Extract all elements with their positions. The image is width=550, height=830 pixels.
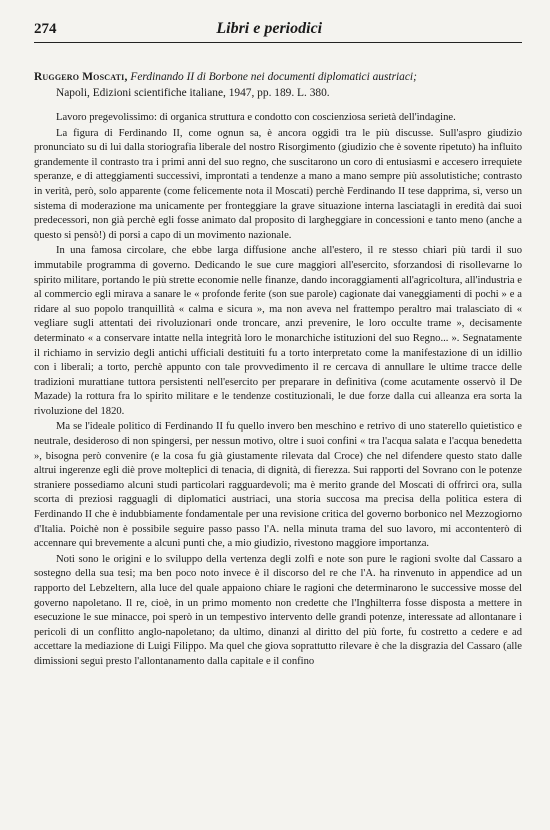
paragraph: Noti sono le origini e lo sviluppo della vertenza degli zolfi e note son pure le ragioni svolte dal Cassaro a sostegno della sua tesi; ma ben poco noto invece è il discorso del re che l'A. ha rinvenuto in appendice ad un rapporto del Lebzeltern, alla luce del quale appaiono chiare le ragioni che determinarono le successive mosse del governo napoletano. Il re, cioè, in un primo momento non credette che l'Inghilterra fosse disposta a mettere in esecuzione le sue minacce, poi sperò in un tempestivo intervento delle grandi potenze, interessate ad allontanare i pericoli di un conflitto anglo-napoletano; da ultimo, dinanzi al diritto del più forte, fu costretto a cedere e ad accettare la mediazione di Luigi Filippo. Ma quel che giova soprattutto rilevare è che la disgrazia del Cassaro (alle dimissioni seguì presto l'allontanamento dalla capitale e il confino <box>34 553 522 667</box>
page-number: 274 <box>34 21 57 37</box>
page-header <box>34 20 522 43</box>
citation-author: Ruggero Moscati, <box>34 71 128 83</box>
citation-title: Ferdinando II di Borbone nei documenti diplomatici austriaci; <box>130 71 417 83</box>
paragraph: Ma se l'ideale politico di Ferdinando II fu quello invero ben meschino e retrivo di uno staterello quietistico e neutrale, desideroso di non spingersi, per nessun motivo, oltre i suoi confini « tra l'acqua salata e l'acqua benedetta », bisogna però convenire (e la cosa fu già giustamente rilevata dal Croce) che nel difendere questo stato dalle altrui ingerenze egli diè prove molteplici di tenacia, di dignità, di fierezza. Sui rapporti del Sovrano con le potenze straniere possediamo alcuni studi particolari ragguardevoli; ma è merito grande del Moscati di offrirci ora, sulla scorta di preziosi ragguagli di diplomatici austriaci, una storia succosa ma precisa della politica estera di Ferdinando II che è indubbiamente fondamentale per una revisione critica del governo borbonico nel Mezzogiorno d'Italia. Poichè non è possibile seguire passo passo l'A. nella minuta trama del suo lavoro, mi accontenterò di accennare qui brevemente a alcuni punti che, a mio giudizio, rivestono maggiore importanza. <box>34 421 522 550</box>
paragraph: La figura di Ferdinando II, come ognun sa, è ancora oggidì tra le più discusse. Sull'aspro giudizio pronunciato su di lui dalla storiografia liberale del nostro Risorgimento (giudizio che è sovente ripetuto) ha influito grandemente il contrasto tra i primi anni del suo regno, che suscitarono un coro di entusiasmi e accesero irrequiete speranze, e di atteggiamenti successivi, improntati a tendenze a mano a mano sempre più assolutistiche; contrasto in verità, però, solo apparente (come felicemente nota il Moscati) perchè Ferdinando II tese dapprima, sì, verso un sistema di moderazione ma unicamente per fronteggiare la grave situazione interna lasciatagli in eredità dai suoi predecessori, non già perchè egli fosse animato dal proposito di largheggiare in concessioni e tanto meno (anche a questo si pensò!) di porsi a capo di un movimento nazionale. <box>34 127 522 241</box>
running-title: Libri e periodici <box>216 20 323 37</box>
paragraph: Lavoro pregevolissimo: di organica struttura e condotto con coscienziosa serietà dell'indagine. <box>56 112 456 123</box>
review-body <box>34 111 522 670</box>
book-citation <box>34 69 522 101</box>
paragraph: In una famosa circolare, che ebbe larga diffusione anche all'estero, il re stesso chiarì più tardi il suo immutabile programma di governo. Dedicando le sue cure maggiori all'esercito, sforzandosi di risollevarne lo spirito militare, portando le più strette economie nelle finanze, dando incoraggiamenti all'agricoltura, all'industria e al commercio egli mirava a sanare le « profonde ferite (son sue parole) cagionate dai vaneggiamenti di pochi » e a ridare al suo popolo tranquillità « calma e sicura », ma non aveva nel frattempo peraltro mai tralasciato di « vegliare sugli attentati dei rivoluzionari onde troncare, anzi prevenire, le loro occulte trame », decisamente determinato « a conservare intatte nella integrità loro le monarchiche istituzioni del suo Regno... ». Segnatamente il richiamo in servizio degli antichi ufficiali destituiti fu a torto interpretato come la manifestazione di un idillio con i liberali; a torto, perchè appunto con tale provvedimento il re cercava di annullare le ultime tracce delle tradizioni murattiane tuttora persistenti nell'esercito per preparare in definitiva (come acutamente osservò il De Mazade) la rottura fra lo spirito militare e le tendenze costituzionali, le due forze dalla cui alleanza era sorta la rivoluzione del 1820. <box>34 245 522 417</box>
citation-publisher: Napoli, Edizioni scientifiche italiane, 1947, pp. 189. L. 380. <box>56 87 330 99</box>
